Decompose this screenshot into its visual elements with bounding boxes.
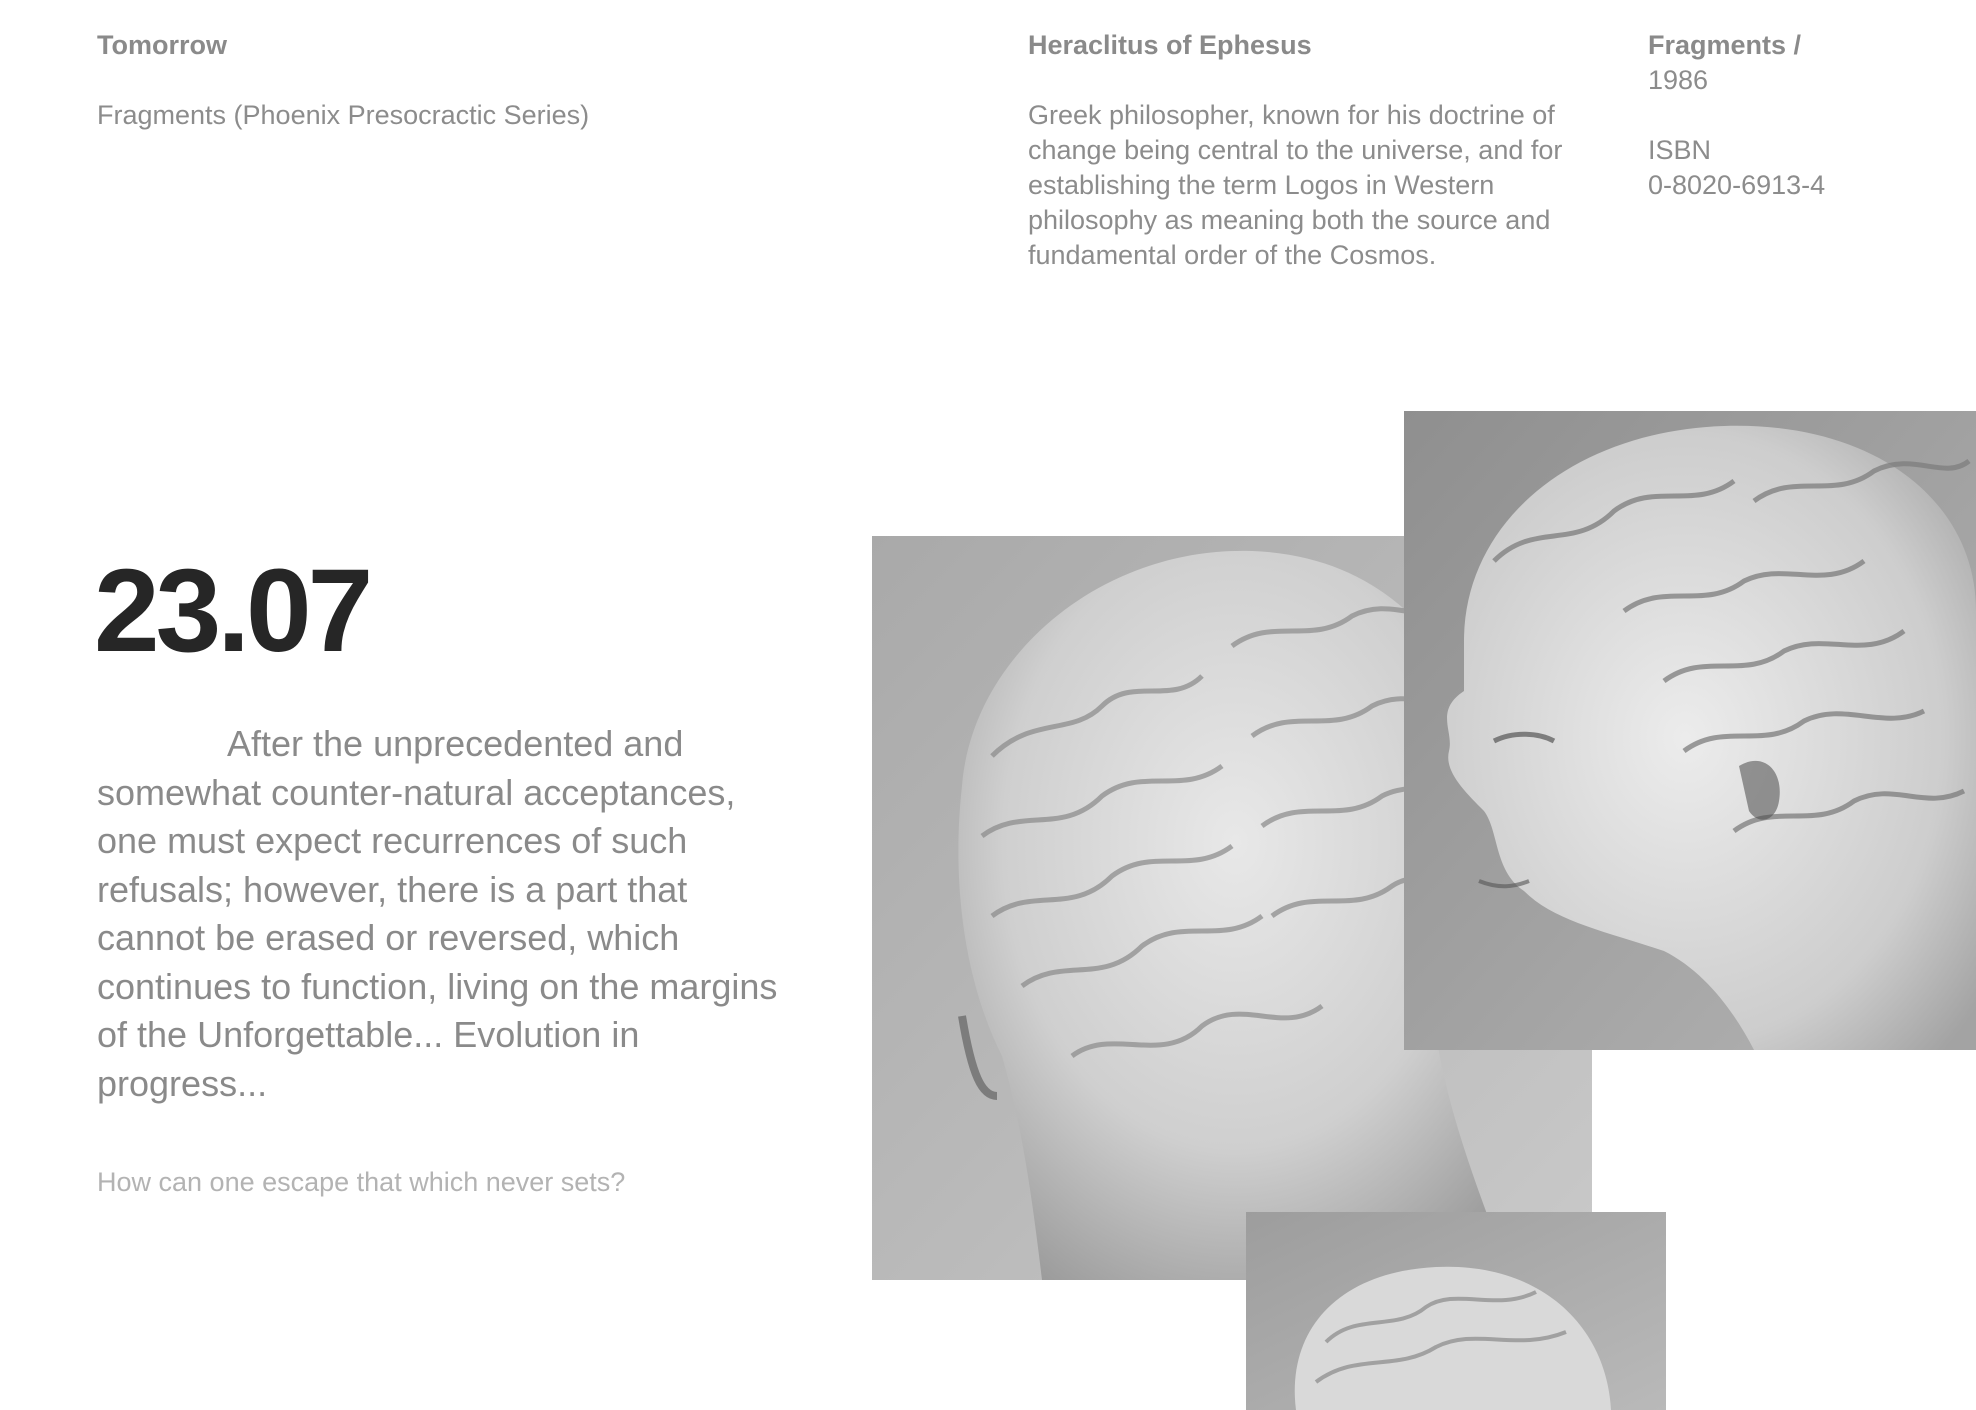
publication-year: 1986	[1648, 65, 1709, 95]
header-right	[1648, 28, 1958, 203]
book-title: Fragments (Phoenix Presocractic Series)	[97, 100, 590, 130]
statue-head-bottom-image	[1246, 1212, 1666, 1410]
header-left	[97, 28, 797, 133]
header-middle	[1028, 28, 1568, 273]
statue-head-profile-image	[1404, 411, 1976, 1050]
author-description: Greek philosopher, known for his doctrine of change being central to the universe, and for establishing the term Logos in Western philosophy as meaning both the source and fundamental order of the Cosmos.	[1028, 100, 1563, 270]
author-name: Heraclitus of Ephesus	[1028, 30, 1312, 60]
isbn-label: ISBN	[1648, 135, 1712, 165]
closing-question: How can one escape that which never sets?	[97, 1167, 626, 1197]
date-heading: 23.07	[94, 545, 370, 677]
isbn-value: 0-8020-6913-4	[1648, 170, 1826, 200]
header-title: Tomorrow	[97, 30, 227, 60]
publication-title: Fragments /	[1648, 30, 1802, 60]
body-paragraph: After the unprecedented and somewhat counter-natural acceptances, one must expect recurrences of such refusals; however, there is a part that cannot be erased or reversed, which continues to function, living on the margins of the Unforgettable... Evolution in progress...	[97, 723, 778, 1104]
